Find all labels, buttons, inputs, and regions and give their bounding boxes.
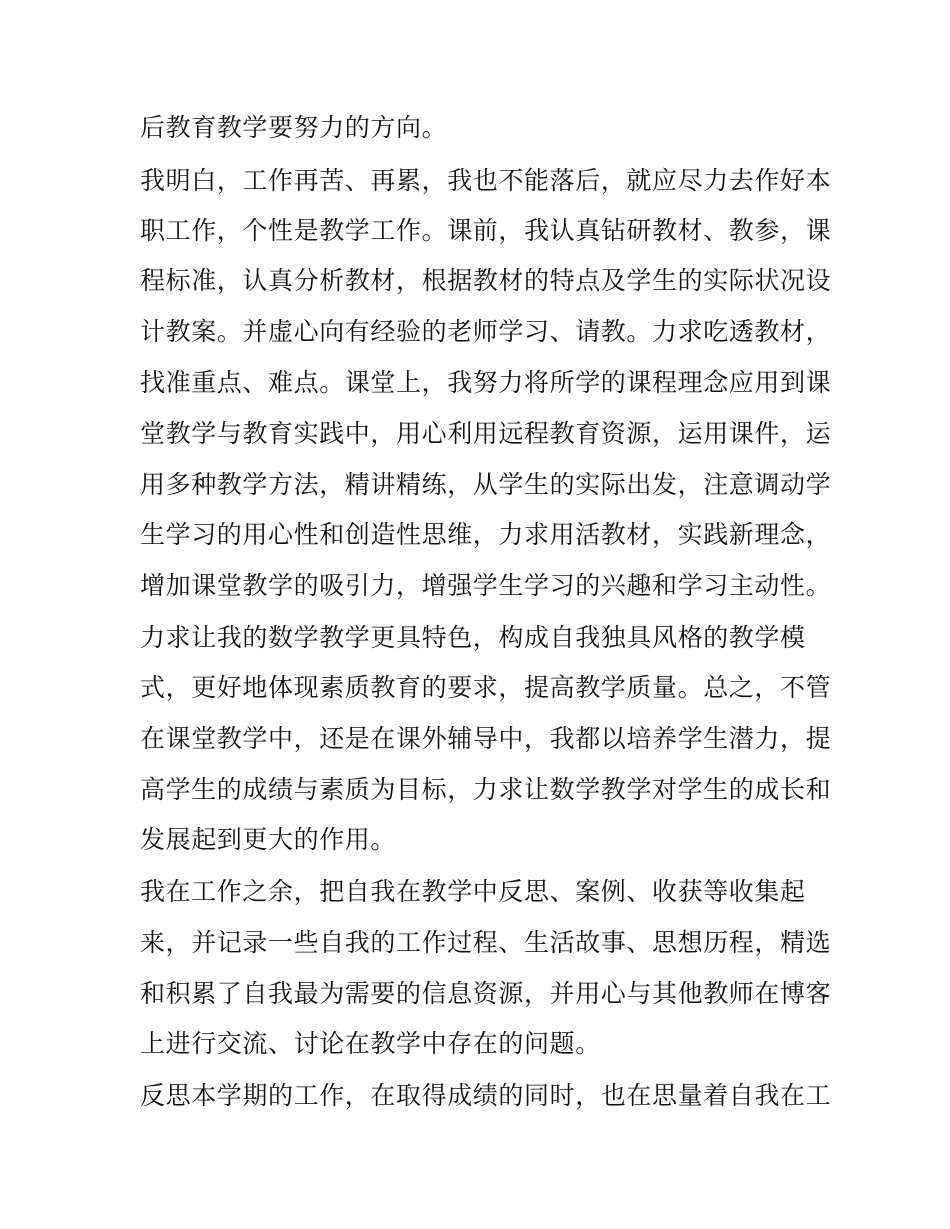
text-line: 计教案。并虚心向有经验的老师学习、请教。力求吃透教材， [140,317,832,346]
text-line: 堂教学与教育实践中，用心利用远程教育资源，运用课件，运 [140,419,832,448]
text-line: 来，并记录一些自我的工作过程、生活故事、思想历程，精选 [140,928,832,957]
text-line: 后教育教学要努力的方向。 [140,113,448,142]
text-line: 程标准，认真分析教材，根据教材的特点及学生的实际状况设 [140,266,832,295]
text-line: 反思本学期的工作，在取得成绩的同时，也在思量着自我在工 [140,1081,832,1110]
text-line: 式，更好地体现素质教育的要求，提高教学质量。总之，不管 [140,673,832,702]
text-line: 在课堂教学中，还是在课外辅导中，我都以培养学生潜力，提 [140,724,832,753]
text-line: 发展起到更大的作用。 [140,825,397,854]
text-line: 生学习的用心性和创造性思维，力求用活教材，实践新理念， [140,520,832,549]
text-line: 用多种教学方法，精讲精练，从学生的实际出发，注意调动学 [140,470,832,499]
text-line: 我在工作之余，把自我在教学中反思、案例、收获等收集起 [140,877,806,906]
text-line: 高学生的成绩与素质为目标，力求让数学教学对学生的成长和 [140,775,832,804]
text-line: 力求让我的数学教学更具特色，构成自我独具风格的教学模 [140,623,806,652]
text-line: 增加课堂教学的吸引力，增强学生学习的兴趣和学习主动性。 [140,571,832,600]
text-line: 找准重点、难点。课堂上，我努力将所学的课程理念应用到课 [140,368,832,397]
text-line: 我明白，工作再苦、再累，我也不能落后，就应尽力去作好本 [140,166,832,195]
text-line: 职工作，个性是教学工作。课前，我认真钻研教材、教参，课 [140,216,832,245]
text-line: 上进行交流、讨论在教学中存在的问题。 [140,1029,601,1058]
text-line: 和积累了自我最为需要的信息资源，并用心与其他教师在博客 [140,979,832,1008]
